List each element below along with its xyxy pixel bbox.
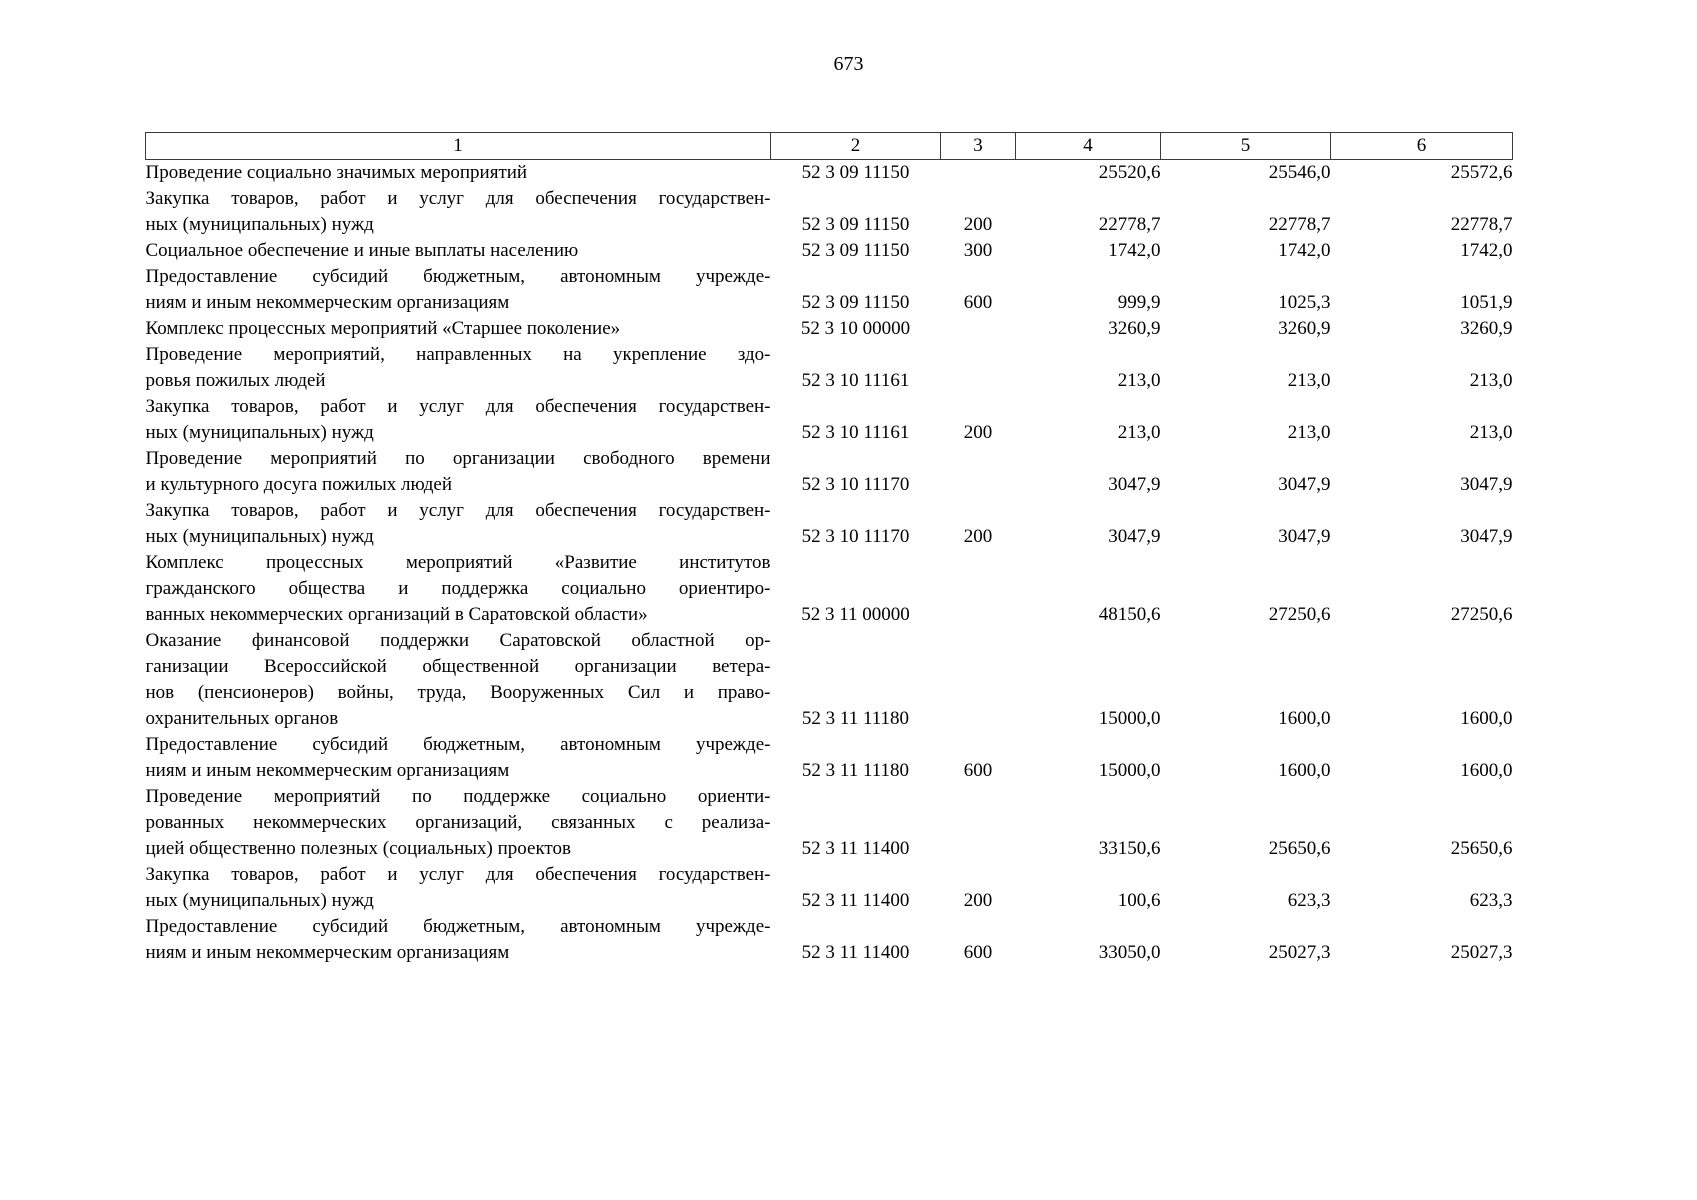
cell-code: 52 3 11 11400 bbox=[801, 838, 910, 859]
cell-group: 300 bbox=[963, 240, 993, 261]
table-header-row bbox=[146, 133, 1513, 160]
header-col-1: 1 bbox=[146, 133, 771, 160]
name-line: Комплекс процессных мероприятий «Старшее поколение» bbox=[145, 318, 621, 339]
cell-code: 52 3 10 11170 bbox=[801, 526, 910, 547]
cell-group bbox=[941, 628, 1016, 732]
cell-code: 52 3 10 00000 bbox=[800, 318, 911, 339]
cell-name bbox=[146, 238, 771, 264]
cell-y3: 1051,9 bbox=[1460, 292, 1513, 313]
table-row bbox=[146, 628, 1513, 732]
cell-y1: 48150,6 bbox=[1098, 604, 1161, 625]
cell-y1: 15000,0 bbox=[1098, 760, 1161, 781]
cell-code: 52 3 11 11400 bbox=[801, 942, 910, 963]
name-line: гражданского общества и поддержка социально ориентиро- bbox=[145, 578, 771, 599]
cell-code: 52 3 10 11161 bbox=[801, 370, 910, 391]
cell-group bbox=[941, 550, 1016, 628]
cell-y1: 100,6 bbox=[1117, 890, 1161, 911]
name-line: Закупка товаров, работ и услуг для обеспечения государствен- bbox=[145, 396, 771, 417]
cell-y2: 1600,0 bbox=[1278, 760, 1331, 781]
table-row bbox=[146, 238, 1513, 264]
name-line: ных (муниципальных) нужд bbox=[145, 526, 374, 547]
table-header bbox=[146, 133, 1513, 160]
cell-y3: 1600,0 bbox=[1460, 760, 1513, 781]
cell-name bbox=[146, 550, 771, 628]
name-line: Комплекс процессных мероприятий «Развитие институтов bbox=[145, 552, 771, 573]
name-line: и культурного досуга пожилых людей bbox=[145, 474, 453, 495]
cell-y1: 3260,9 bbox=[1108, 318, 1161, 339]
cell-name bbox=[146, 862, 771, 914]
name-line: ных (муниципальных) нужд bbox=[145, 890, 374, 911]
cell-y1: 22778,7 bbox=[1098, 214, 1161, 235]
cell-group: 200 bbox=[963, 890, 993, 911]
cell-group bbox=[941, 446, 1016, 498]
table-row bbox=[146, 498, 1513, 550]
cell-y1: 15000,0 bbox=[1098, 708, 1161, 729]
cell-group bbox=[941, 160, 1016, 187]
header-col-6: 6 bbox=[1331, 133, 1513, 160]
name-line: Закупка товаров, работ и услуг для обеспечения государствен- bbox=[145, 864, 771, 885]
header-col-2: 2 bbox=[771, 133, 941, 160]
cell-y2: 213,0 bbox=[1287, 370, 1331, 391]
cell-y3: 3047,9 bbox=[1460, 474, 1513, 495]
cell-y2: 3260,9 bbox=[1278, 318, 1331, 339]
cell-code: 52 3 09 11150 bbox=[801, 214, 910, 235]
name-line: ниям и иным некоммерческим организациям bbox=[145, 942, 510, 963]
cell-code: 52 3 11 00000 bbox=[801, 604, 910, 625]
cell-group bbox=[941, 784, 1016, 862]
cell-y3: 27250,6 bbox=[1450, 604, 1513, 625]
name-line: Закупка товаров, работ и услуг для обеспечения государствен- bbox=[145, 500, 771, 521]
name-line: Проведение мероприятий, направленных на укрепление здо- bbox=[145, 344, 771, 365]
name-line: Закупка товаров, работ и услуг для обеспечения государствен- bbox=[145, 188, 771, 209]
name-line: ванных некоммерческих организаций в Саратовской области» bbox=[145, 604, 648, 625]
cell-name bbox=[146, 316, 771, 342]
budget-table bbox=[145, 132, 1513, 966]
cell-y2: 25650,6 bbox=[1268, 838, 1331, 859]
cell-y3: 1742,0 bbox=[1460, 240, 1513, 261]
table-row bbox=[146, 862, 1513, 914]
cell-y2: 27250,6 bbox=[1268, 604, 1331, 625]
name-line: рованных некоммерческих организаций, связанных с реализа- bbox=[145, 812, 771, 833]
cell-y1: 1742,0 bbox=[1108, 240, 1161, 261]
cell-name bbox=[146, 446, 771, 498]
cell-y2: 3047,9 bbox=[1278, 474, 1331, 495]
cell-code: 52 3 09 11150 bbox=[801, 292, 910, 313]
cell-y1: 33050,0 bbox=[1098, 942, 1161, 963]
cell-code: 52 3 11 11400 bbox=[801, 890, 910, 911]
cell-y1: 213,0 bbox=[1117, 422, 1161, 443]
cell-y2: 213,0 bbox=[1287, 422, 1331, 443]
cell-y3: 25027,3 bbox=[1450, 942, 1513, 963]
cell-name bbox=[146, 628, 771, 732]
name-line: Предоставление субсидий бюджетным, автономным учрежде- bbox=[145, 916, 771, 937]
name-line: Проведение мероприятий по организации свободного времени bbox=[145, 448, 771, 469]
name-line: ровья пожилых людей bbox=[145, 370, 326, 391]
name-line: ных (муниципальных) нужд bbox=[145, 214, 374, 235]
cell-y3: 1600,0 bbox=[1460, 708, 1513, 729]
header-col-5: 5 bbox=[1161, 133, 1331, 160]
cell-name bbox=[146, 264, 771, 316]
cell-y3: 3047,9 bbox=[1460, 526, 1513, 547]
cell-y3: 213,0 bbox=[1469, 370, 1513, 391]
cell-group bbox=[941, 342, 1016, 394]
cell-code: 52 3 09 11150 bbox=[801, 162, 910, 183]
cell-name bbox=[146, 342, 771, 394]
cell-y1: 3047,9 bbox=[1108, 526, 1161, 547]
table-row bbox=[146, 446, 1513, 498]
header-col-3: 3 bbox=[941, 133, 1016, 160]
table-row bbox=[146, 160, 1513, 187]
name-line: цией общественно полезных (социальных) проектов bbox=[145, 838, 571, 859]
cell-y1: 33150,6 bbox=[1098, 838, 1161, 859]
name-line: Оказание финансовой поддержки Саратовской областной ор- bbox=[145, 630, 771, 651]
cell-code: 52 3 10 11170 bbox=[801, 474, 910, 495]
header-col-4: 4 bbox=[1016, 133, 1161, 160]
cell-y3: 213,0 bbox=[1469, 422, 1513, 443]
cell-y3: 22778,7 bbox=[1450, 214, 1513, 235]
table-row bbox=[146, 550, 1513, 628]
name-line: Проведение социально значимых мероприятий bbox=[145, 162, 528, 183]
cell-y2: 25027,3 bbox=[1268, 942, 1331, 963]
cell-y2: 623,3 bbox=[1287, 890, 1331, 911]
cell-name bbox=[146, 186, 771, 238]
table-body bbox=[146, 160, 1513, 967]
cell-name bbox=[146, 394, 771, 446]
cell-name bbox=[146, 160, 771, 187]
table-row bbox=[146, 264, 1513, 316]
table-row bbox=[146, 784, 1513, 862]
cell-group: 600 bbox=[963, 292, 993, 313]
table-row bbox=[146, 914, 1513, 966]
cell-y1: 999,9 bbox=[1117, 292, 1161, 313]
cell-y3: 25650,6 bbox=[1450, 838, 1513, 859]
table-row bbox=[146, 342, 1513, 394]
cell-y2: 22778,7 bbox=[1268, 214, 1331, 235]
name-line: Проведение мероприятий по поддержке социально ориенти- bbox=[145, 786, 771, 807]
cell-y2: 3047,9 bbox=[1278, 526, 1331, 547]
name-line: ниям и иным некоммерческим организациям bbox=[145, 292, 510, 313]
name-line: нов (пенсионеров) войны, труда, Вооруженных Сил и право- bbox=[145, 682, 771, 703]
cell-code: 52 3 11 11180 bbox=[801, 760, 910, 781]
cell-group: 600 bbox=[963, 942, 993, 963]
cell-name bbox=[146, 498, 771, 550]
cell-y1: 25520,6 bbox=[1098, 162, 1161, 183]
cell-group: 200 bbox=[963, 422, 993, 443]
cell-y3: 3260,9 bbox=[1460, 318, 1513, 339]
page-number: 673 bbox=[833, 53, 864, 75]
cell-code: 52 3 10 11161 bbox=[801, 422, 910, 443]
cell-y3: 623,3 bbox=[1469, 890, 1513, 911]
cell-y2: 25546,0 bbox=[1268, 162, 1331, 183]
cell-y1: 3047,9 bbox=[1108, 474, 1161, 495]
name-line: ганизации Всероссийской общественной организации ветера- bbox=[145, 656, 771, 677]
name-line: охранительных органов bbox=[145, 708, 339, 729]
table-row bbox=[146, 732, 1513, 784]
cell-y2: 1742,0 bbox=[1278, 240, 1331, 261]
cell-y3: 25572,6 bbox=[1450, 162, 1513, 183]
table-row bbox=[146, 394, 1513, 446]
cell-code: 52 3 11 11180 bbox=[801, 708, 910, 729]
cell-group: 200 bbox=[963, 526, 993, 547]
cell-name bbox=[146, 914, 771, 966]
name-line: ных (муниципальных) нужд bbox=[145, 422, 374, 443]
name-line: Предоставление субсидий бюджетным, автономным учрежде- bbox=[145, 734, 771, 755]
cell-code: 52 3 09 11150 bbox=[801, 240, 910, 261]
cell-name bbox=[146, 732, 771, 784]
name-line: Социальное обеспечение и иные выплаты населению bbox=[145, 240, 579, 261]
cell-group bbox=[941, 316, 1016, 342]
cell-y2: 1600,0 bbox=[1278, 708, 1331, 729]
cell-y1: 213,0 bbox=[1117, 370, 1161, 391]
cell-group: 200 bbox=[963, 214, 993, 235]
cell-y2: 1025,3 bbox=[1278, 292, 1331, 313]
name-line: Предоставление субсидий бюджетным, автономным учрежде- bbox=[145, 266, 771, 287]
cell-name bbox=[146, 784, 771, 862]
name-line: ниям и иным некоммерческим организациям bbox=[145, 760, 510, 781]
cell-group: 600 bbox=[963, 760, 993, 781]
table-row bbox=[146, 186, 1513, 238]
table-row bbox=[146, 316, 1513, 342]
